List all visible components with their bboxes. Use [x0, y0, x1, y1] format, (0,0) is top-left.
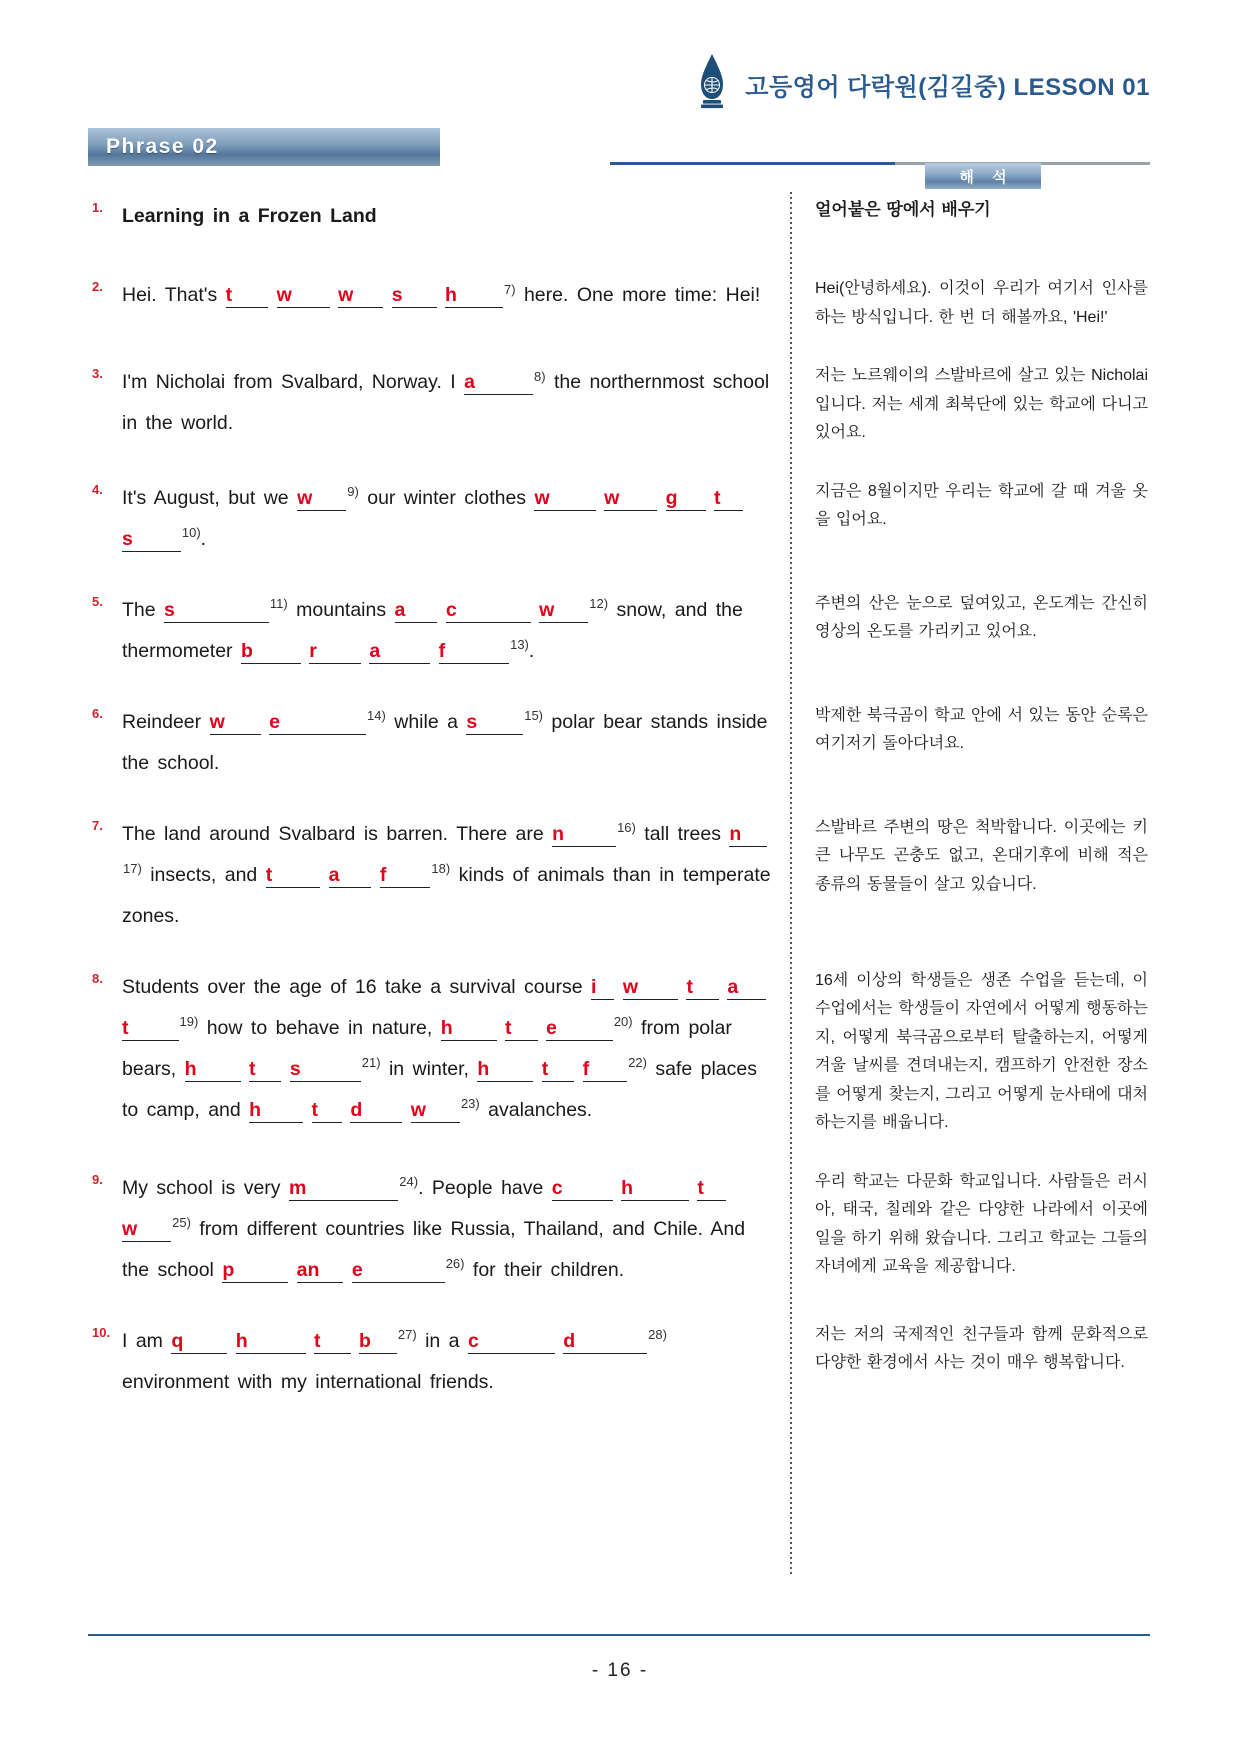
answer-blank[interactable]: t [697, 1177, 726, 1201]
item-number: 8. [92, 970, 103, 986]
item-number: 3. [92, 366, 103, 381]
answer-blank[interactable]: e [546, 1017, 613, 1041]
worksheet-row [88, 814, 1148, 937]
answer-blank[interactable]: an [297, 1259, 344, 1283]
answer-blank[interactable]: w [604, 487, 657, 511]
footnote-marker: 28) [648, 1327, 667, 1342]
korean-cell [788, 590, 1148, 647]
answer-blank[interactable]: r [309, 640, 361, 664]
english-cell [88, 275, 788, 316]
item-number: 5. [92, 593, 103, 609]
item-number: 4. [92, 481, 103, 497]
footnote-marker: 18) [431, 861, 451, 876]
answer-blank[interactable]: t [714, 487, 743, 511]
korean-cell [788, 362, 1148, 448]
worksheet-row [88, 275, 1148, 332]
english-sentence: I'm Nicholai from Svalbard, Norway. I a $^{8)}$ the northernmost school in the world. [122, 368, 770, 434]
korean-translation: 얼어붙은 땅에서 배우기 [815, 200, 991, 219]
page-number: - 16 - [591, 1660, 649, 1681]
answer-blank[interactable]: w [411, 1099, 460, 1123]
korean-translation: 우리 학교는 다문화 학교입니다. 사람들은 러시아, 태국, 칠레와 같은 다양한 나라에서 이곳에 일을 하기 위해 왔습니다. 그리고 학교는 그들의 자녀에게 교육을 제공합니다. [815, 1172, 1148, 1275]
footnote-marker: 27) [397, 1327, 417, 1342]
page-title: 고등영어 다락원(김길중) LESSON 01 [745, 74, 1150, 101]
answer-blank[interactable]: w [534, 487, 595, 511]
answer-blank[interactable]: a [395, 599, 438, 623]
phrase-label: Phrase 02 [106, 135, 219, 158]
footer-rule [88, 1634, 1150, 1636]
english-sentence: Learning in a Frozen Land [122, 205, 377, 227]
answer-blank[interactable]: t [505, 1017, 538, 1041]
answer-blank[interactable]: d [350, 1099, 402, 1123]
answer-blank[interactable]: q [171, 1330, 227, 1354]
worksheet-row [88, 362, 1148, 448]
korean-cell [788, 1321, 1148, 1378]
worksheet-row [88, 702, 1148, 784]
english-sentence: The land around Svalbard is barren. There are n $^{16)}$ tall trees n$^{17)}$ insects, and t a f $^{18)}$ kinds of animals than in temperate zones. [122, 820, 771, 927]
answer-blank[interactable]: t [122, 1017, 179, 1041]
answer-blank[interactable]: a [464, 371, 533, 395]
footnote-marker: 24) [399, 1174, 419, 1189]
answer-blank[interactable]: t [542, 1058, 575, 1082]
footnote-marker: 19) [179, 1014, 199, 1029]
korean-translation: 지금은 8월이지만 우리는 학교에 갈 때 겨울 옷을 입어요. [815, 482, 1148, 528]
phrase-section-header [88, 128, 440, 166]
answer-blank[interactable]: d [563, 1330, 647, 1354]
answer-blank[interactable]: p [222, 1259, 288, 1283]
answer-blank[interactable]: s [290, 1058, 361, 1082]
korean-cell [788, 814, 1148, 900]
answer-blank[interactable]: b [241, 640, 301, 664]
english-sentence: Hei. That's t w w s h $^{7)}$ here. One more time: Hei! [122, 281, 761, 306]
worksheet-row [88, 478, 1148, 560]
answer-blank[interactable]: h [445, 284, 503, 308]
english-sentence: It's August, but we w $^{9)}$ our winter clothes w w g t s $^{10)}$. [122, 478, 778, 560]
footnote-marker: 13) [510, 637, 529, 652]
item-number: 2. [92, 279, 103, 294]
answer-blank[interactable]: c [468, 1330, 555, 1354]
korean-translation: 저는 노르웨이의 스발바르에 살고 있는 Nicholai입니다. 저는 세계 최북단에 있는 학교에 다니고 있어요. [815, 367, 1148, 441]
item-number: 7. [92, 817, 103, 833]
answer-blank[interactable]: n [552, 823, 616, 847]
answer-blank[interactable]: h [236, 1330, 306, 1354]
english-cell [88, 814, 788, 937]
korean-cell [788, 967, 1148, 1138]
worksheet-row [88, 1321, 1148, 1403]
answer-blank[interactable]: e [352, 1259, 445, 1283]
answer-blank[interactable]: n [729, 823, 767, 847]
answer-blank[interactable]: w [539, 599, 588, 623]
worksheet-body [88, 196, 1148, 1433]
korean-translation: 주변의 산은 눈으로 덮여있고, 온도계는 간신히 영상의 온도를 가리키고 있어요. [815, 594, 1148, 640]
answer-blank[interactable]: t [266, 864, 321, 888]
worksheet-row [88, 590, 1148, 672]
fountain-pen-globe-icon [693, 52, 731, 110]
korean-cell [788, 702, 1148, 759]
footnote-marker: 23) [460, 1096, 480, 1111]
page-header [0, 52, 1240, 114]
item-number: 6. [92, 705, 103, 721]
footnote-marker: 9) [347, 484, 359, 499]
answer-blank[interactable]: h [621, 1177, 689, 1201]
answer-blank[interactable]: h [477, 1058, 533, 1082]
footnote-marker: 21) [361, 1055, 381, 1070]
answer-blank[interactable]: e [269, 711, 366, 735]
answer-blank[interactable]: t [312, 1099, 343, 1123]
answer-blank[interactable]: a [369, 640, 430, 664]
english-cell [88, 362, 788, 444]
answer-blank[interactable]: s [466, 711, 523, 735]
footnote-marker: 12) [589, 596, 609, 611]
item-number: 1. [92, 200, 103, 215]
answer-blank[interactable]: i [591, 976, 614, 1000]
answer-blank[interactable]: b [359, 1330, 397, 1354]
english-cell [88, 967, 788, 1131]
worksheet-row [88, 196, 1148, 237]
english-cell [88, 590, 788, 672]
footnote-marker: 17) [123, 861, 142, 876]
answer-blank[interactable]: g [666, 487, 706, 511]
footnote-marker: 10) [181, 525, 201, 540]
english-sentence: The s $^{11)}$ mountains a c w $^{12)}$ snow, and the thermometer b r a f $^{13)}$. [122, 596, 743, 662]
answer-blank[interactable]: m [289, 1177, 398, 1201]
item-number: 9. [92, 1171, 103, 1187]
answer-blank[interactable]: w [210, 711, 261, 735]
korean-translation: 16세 이상의 학생들은 생존 수업을 듣는데, 이 수업에서는 학생들이 자연에서 어떻게 행동하는지, 어떻게 북극곰으로부터 탈출하는지, 어떻게 겨울 날씨를 견뎌내는지, 캠프하기 안전한 장소를 어떻게 찾는지, 그리고 어떻게 눈사태에 대처하는지를 배웁니다. [815, 971, 1148, 1131]
worksheet-row [88, 967, 1148, 1138]
korean-cell [788, 478, 1148, 535]
footnote-marker: 22) [628, 1055, 647, 1070]
footnote-marker: 11) [269, 596, 288, 611]
answer-blank[interactable]: w [623, 976, 678, 1000]
answer-blank[interactable]: s [392, 284, 437, 308]
answer-blank[interactable]: c [446, 599, 531, 623]
answer-blank[interactable]: h [185, 1058, 241, 1082]
english-cell [88, 478, 788, 560]
answer-blank[interactable]: t [314, 1330, 351, 1354]
korean-cell [788, 275, 1148, 332]
footnote-marker: 20) [613, 1014, 633, 1029]
english-sentence: My school is very m $^{24)}$. People have c h t w $^{25)}$ from different countries like Russia, Thailand, and Chile. And the school p an e $^{26)}$ for their children. [122, 1174, 746, 1281]
answer-blank[interactable]: s [164, 599, 269, 623]
footnote-marker: 8) [533, 368, 546, 384]
footnote-marker: 25) [172, 1215, 191, 1230]
answer-blank[interactable]: f [439, 640, 510, 664]
answer-blank[interactable]: a [727, 976, 766, 1000]
answer-blank[interactable]: s [122, 528, 181, 552]
korean-translation: Hei(안녕하세요). 이것이 우리가 여기서 인사를 하는 방식입니다. 한 번 더 해볼까요, 'Hei!' [815, 280, 1148, 326]
answer-blank[interactable]: f [583, 1058, 628, 1082]
answer-blank[interactable]: c [552, 1177, 613, 1201]
answer-blank[interactable]: f [380, 864, 431, 888]
worksheet-row [88, 1168, 1148, 1291]
korean-translation: 박제한 북극곰이 학교 안에 서 있는 동안 순록은 여기저기 돌아다녀요. [815, 706, 1148, 752]
english-sentence: I am q h t b $^{27)}$ in a c d $^{28)}$ environment with my international friends. [122, 1327, 667, 1393]
korean-translation: 저는 저의 국제적인 친구들과 함께 문화적으로 다양한 환경에서 사는 것이 매우 행복합니다. [815, 1325, 1148, 1371]
english-cell [88, 1168, 788, 1291]
korean-cell [788, 196, 1148, 225]
answer-blank[interactable]: w [122, 1218, 171, 1242]
footnote-marker: 15) [524, 708, 544, 723]
english-cell [88, 702, 788, 784]
answer-blank[interactable]: t [226, 284, 269, 308]
answer-blank[interactable]: t [249, 1058, 282, 1082]
english-cell [88, 196, 788, 237]
footnote-marker: 26) [445, 1256, 465, 1271]
footnote-marker: 14) [367, 708, 386, 723]
answer-blank[interactable]: h [249, 1099, 303, 1123]
answer-blank[interactable]: w [338, 284, 383, 308]
answer-blank[interactable]: a [329, 864, 372, 888]
korean-cell [788, 1168, 1148, 1282]
answer-blank[interactable]: t [686, 976, 719, 1000]
answer-blank[interactable]: w [277, 284, 330, 308]
answer-blank[interactable]: h [441, 1017, 497, 1041]
korean-translation: 스발바르 주변의 땅은 척박합니다. 이곳에는 키 큰 나무도 곤충도 없고, 온대기후에 비해 적은 종류의 동물들이 살고 있습니다. [815, 818, 1148, 893]
english-sentence: Reindeer w e $^{14)}$ while a s $^{15)}$ polar bear stands inside the school. [122, 708, 768, 774]
footnote-marker: 16) [617, 820, 636, 835]
footnote-marker: 7) [503, 281, 516, 297]
english-sentence: Students over the age of 16 take a survival course i w t a t $^{19)}$ how to behave in nature, h t e $^{20)}$ from polar bears, h t s $^{21)}$ in winter, h t f $^{22)}$ safe places to camp, and h t d w $^{23)}$ avalanches. [122, 967, 778, 1131]
answer-blank[interactable]: w [297, 487, 346, 511]
translation-badge: 해 석 [925, 163, 1041, 189]
english-cell [88, 1321, 788, 1403]
item-number: 10. [92, 1324, 111, 1340]
